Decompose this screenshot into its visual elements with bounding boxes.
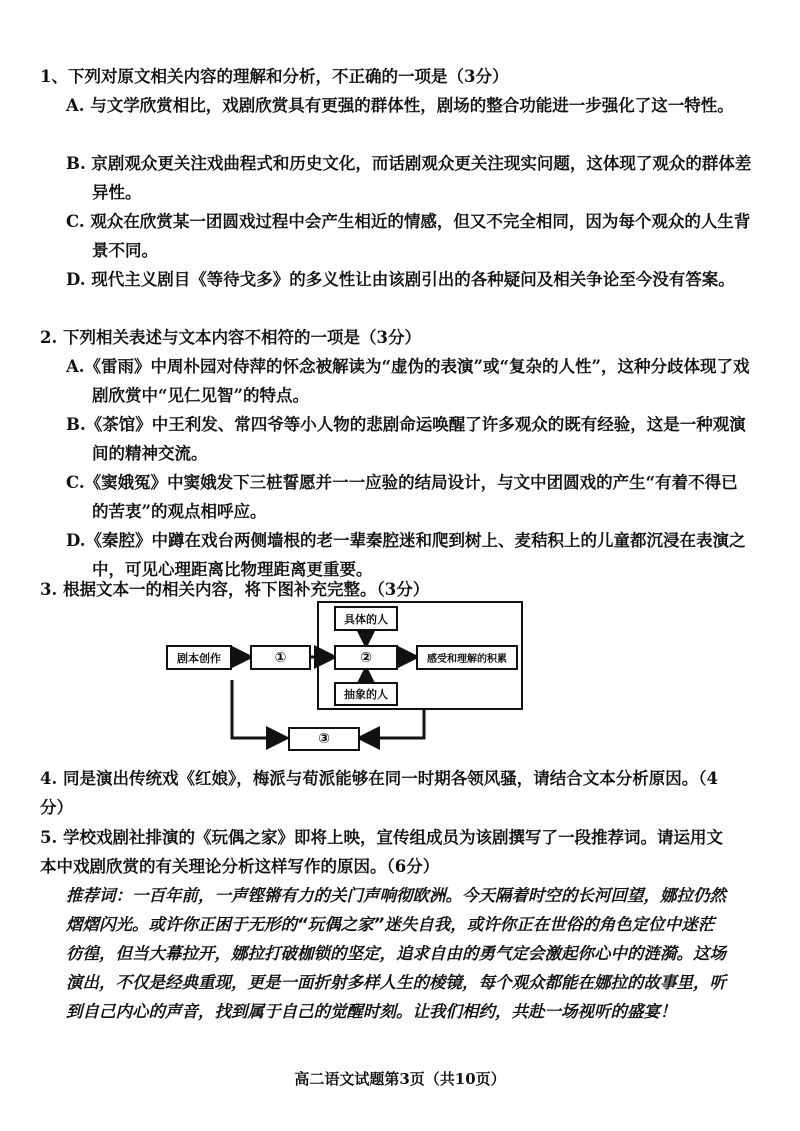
blank-1-box: ①: [250, 645, 311, 670]
question-5-stem: 5. 学校戏剧社排演的《玩偶之家》即将上映，宣传组成员为该剧撰写了一段推荐词。请运用文本中戏剧欣赏的有关理论分析这样写作的原因。（6分）: [40, 828, 723, 876]
blank-2-box: ②: [334, 645, 398, 670]
question-1-option-d: D. 现代主义剧目《等待戈多》的多义性让由该剧引出的各种疑问及相关争论至今没有答案。: [66, 270, 735, 289]
arrow-outer-to-blank3: [362, 710, 424, 738]
question-3-stem: 3. 根据文本一的相关内容，将下图补充完整。（3分）: [40, 580, 430, 599]
arrow-script-to-blank3: [232, 680, 284, 738]
question-1-option-c: C. 观众在欣赏某一团圆戏过程中会产生相近的情感，但又不完全相同，因为每个观众的人生背景不同。: [66, 212, 751, 260]
accumulation-box: 感受和理解的积累: [416, 645, 518, 670]
question-2-option-a: A.《雷雨》中周朴园对侍萍的怀念被解读为“虚伪的表演”或“复杂的人性”，这种分歧体现了戏剧欣赏中“见仁见智”的特点。: [66, 357, 750, 405]
script-creation-box: 剧本创作: [166, 645, 232, 670]
question-2-option-b: B.《茶馆》中王利发、常四爷等小人物的悲剧命运唤醒了许多观众的既有经验，这是一种观演间的精神交流。: [66, 415, 746, 463]
concrete-person-box: 具体的人: [334, 606, 398, 631]
question-2-option-d: D.《秦腔》中蹲在戏台两侧墙根的老一辈秦腔迷和爬到树上、麦秸积上的儿童都沉浸在表演之中，可见心理距离比物理距离更重要。: [66, 531, 746, 579]
question-1-option-b: B. 京剧观众更关注戏曲程式和历史文化，而话剧观众更关注现实问题，这体现了观众的群体差异性。: [66, 154, 752, 202]
abstract-person-box: 抽象的人: [334, 682, 398, 706]
recommendation-text: 推荐词：一百年前，一声铿锵有力的关门声响彻欧洲。今天隔着时空的长河回望，娜拉仍然熠熠闪光。或许你正困于无形的“玩偶之家”迷失自我，或许你正在世俗的角色定位中迷茫彷徨，但当大幕拉开，娜拉打破枷锁的坚定，追求自由的勇气定会激起你心中的涟漪。这场演出，不仅是经典重现，更是一面折射多样人生的棱镜，每个观众都能在娜拉的故事里，听到自己内心的声音，找到属于自己的觉醒时刻。让我们相约，共赴一场视听的盛宴！: [66, 886, 726, 1021]
blank-3-box: ③: [288, 727, 360, 751]
question-2-option-c: C.《窦娥冤》中窦娥发下三桩誓愿并一一应验的结局设计，与文中团圆戏的产生“有着不得已的苦衷”的观点相呼应。: [66, 473, 738, 521]
question-2-stem: 2. 下列相关表述与文本内容不相符的一项是（3分）: [40, 328, 421, 347]
question-1-stem: 1、下列对原文相关内容的理解和分析，不正确的一项是（3分）: [40, 67, 509, 86]
question-4-stem: 4. 同是演出传统戏《红娘》，梅派与荀派能够在同一时期各领风骚，请结合文本分析原因。（4分）: [40, 769, 718, 817]
page-footer: 高二语文试题第3页（共10页）: [294, 1070, 506, 1088]
question-1-option-a: A. 与文学欣赏相比，戏剧欣赏具有更强的群体性，剧场的整合功能进一步强化了这一特性。: [66, 96, 734, 115]
